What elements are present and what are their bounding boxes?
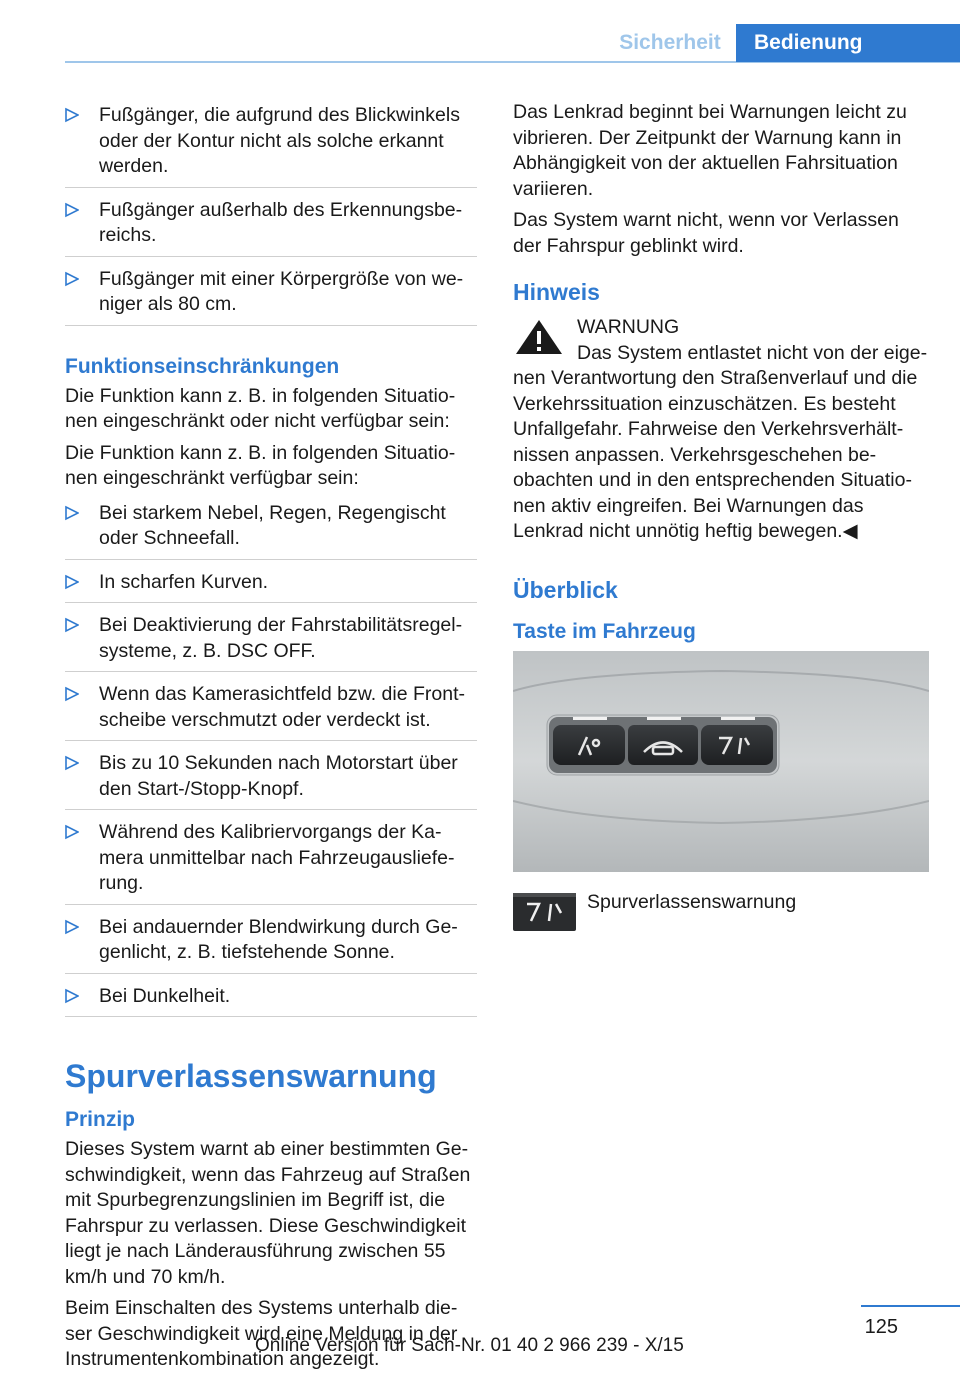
key-legend-row (513, 890, 931, 934)
section-title: Spurverlassenswarnung (65, 1058, 437, 1094)
overview-heading: Überblick (513, 576, 618, 603)
online-version-note: Online Version für Sach-Nr. 01 40 2 966 239 - X/15 (255, 1335, 684, 1356)
indicator-paragraph: Das System warnt nicht, wenn vor Verlassen der Fahrspur geblinkt wird. (513, 209, 899, 257)
list-item (65, 567, 477, 604)
list-item (65, 264, 477, 326)
list-item-text: In scharfen Kurven. (99, 570, 269, 593)
list-item (65, 748, 477, 810)
note-heading: Hinweis (513, 279, 600, 305)
warning-text: Das System entlastet nicht von der eige‐ nen Verantwortung den Straßenverlauf und die Verkehrssituation einzuschätzen. Es besteht Unfallgefahr. Fahrweise den Verkehrsverhält‐ nissen anpassen. Verkehrsgeschehen be‐ obachten und in den entsprechenden Situatio‐ nen aktiv eingreifen. Bei Warnungen das Lenkrad nicht unnötig heftig bewegen.◀ (513, 341, 928, 542)
list-item-text: Wenn das Kamerasichtfeld bzw. die Front‐ scheibe verschmutzt oder verdeckt ist. (99, 683, 465, 731)
list-item (65, 610, 477, 672)
list-item-text: Bei Deaktivierung der Fahrstabilitätsregel‐ systeme, z. B. DSC OFF. (99, 614, 463, 662)
principle-paragraph-1: Dieses System warnt ab einer bestimmten Ge‐ schwindigkeit, wenn das Fahrzeug auf Straßen mit Spurbegrenzungslinien im Begriff ist, die Fahrspur zu verlassen. Diese Geschwindigkeit liegt je nach Länderausführung zwischen 55 km/h und 70 km/h. (65, 1138, 471, 1288)
page-number: 125 (864, 1316, 898, 1338)
key-label: Spurverlassenswarnung (587, 890, 797, 913)
bullet-triangle-icon (65, 919, 79, 935)
vehicle-button-photo (513, 651, 929, 872)
bullet-triangle-icon (65, 824, 79, 840)
list-item-text: Bei andauernder Blendwirkung durch Ge‐ genlicht, z. B. tiefstehende Sonne. (99, 915, 458, 963)
footer-rule (861, 1305, 960, 1307)
tab-bedienung[interactable]: Bedienung (736, 24, 960, 62)
limits-paragraph-2: Die Funktion kann z. B. in folgenden Situatio‐ nen eingeschränkt verfügbar sein: (65, 441, 456, 489)
list-item-text: Während des Kalibriervorgangs der Ka‐ mera unmittelbar nach Fahrzeugausliefe‐ rung. (99, 821, 455, 894)
bullet-triangle-icon (65, 617, 79, 633)
list-item-text: Bis zu 10 Sekunden nach Motorstart über den Start-/Stopp-Knopf. (99, 752, 458, 800)
tab-sicherheit[interactable]: Sicherheit (619, 31, 721, 54)
list-item (65, 100, 477, 188)
list-item (65, 817, 477, 905)
bullet-triangle-icon (65, 202, 79, 218)
bullet-triangle-icon (65, 107, 79, 123)
limits-list (65, 498, 477, 1018)
list-item (65, 679, 477, 741)
bullet-triangle-icon (65, 505, 79, 521)
list-item-text: Fußgänger außerhalb des Erkennungsbe‐ reichs. (99, 198, 463, 246)
list-item (65, 981, 477, 1018)
bullet-triangle-icon (65, 574, 79, 590)
principle-heading: Prinzip (65, 1108, 136, 1131)
bullet-triangle-icon (65, 755, 79, 771)
lane-departure-icon (513, 893, 576, 931)
bullet-triangle-icon (65, 271, 79, 287)
list-item-text: Bei Dunkelheit. (99, 984, 231, 1007)
list-item (65, 498, 477, 560)
warning-block (513, 315, 931, 545)
button-heading: Taste im Fahrzeug (513, 619, 696, 643)
warning-label: WARNUNG (577, 316, 680, 338)
pedestrian-limit-list (65, 100, 477, 326)
limits-paragraph-1: Die Funktion kann z. B. in folgenden Situatio‐ nen eingeschränkt oder nicht verfügbar sein: (65, 384, 456, 432)
limits-heading: Funktionseinschränkungen (65, 354, 340, 378)
right-column (513, 100, 931, 934)
bullet-triangle-icon (65, 988, 79, 1004)
principle-paragraph-2: Beim Einschalten des Systems unterhalb die‐ ser Geschwindigkeit wird eine Meldung in der Instrumentenkombination angezeigt. (65, 1297, 458, 1370)
vibration-paragraph: Das Lenkrad beginnt bei Warnungen leicht zu vibrieren. Der Zeitpunkt der Warnung kann in Abhängigkeit von der aktuellen Fahrsituation variieren. (513, 101, 907, 200)
list-item-text: Fußgänger mit einer Körpergröße von we‐ niger als 80 cm. (99, 267, 464, 315)
warning-triangle-icon (513, 317, 565, 357)
list-item-text: Bei starkem Nebel, Regen, Regengischt oder Schneefall. (99, 501, 446, 549)
list-item (65, 912, 477, 974)
left-column (65, 100, 477, 1379)
list-item-text: Fußgänger, die aufgrund des Blickwinkels oder der Kontur nicht als solche erkannt werden. (99, 104, 460, 177)
list-item (65, 195, 477, 257)
bullet-triangle-icon (65, 686, 79, 702)
